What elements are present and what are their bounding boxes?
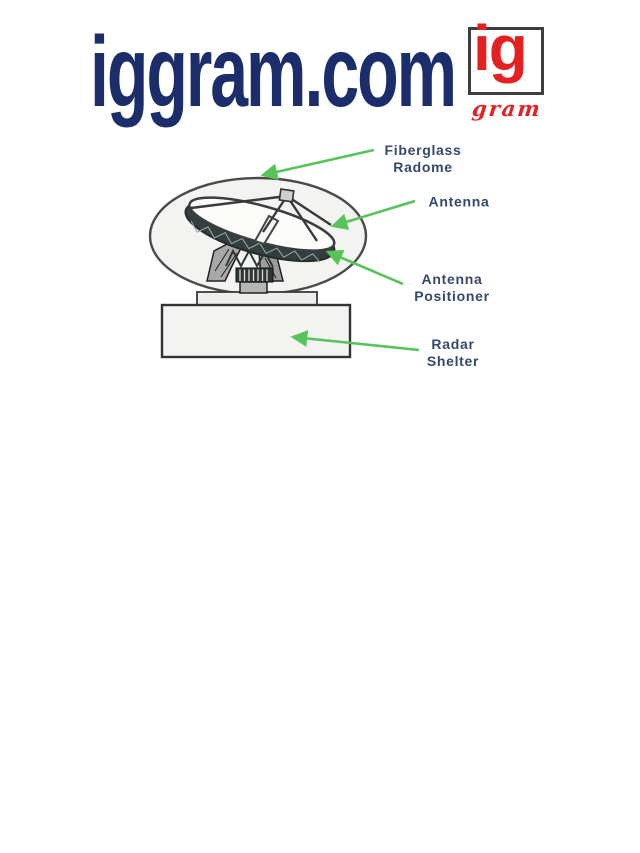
label-line: Fiberglass (384, 142, 462, 158)
site-title: iggram.com (90, 16, 456, 128)
pedestal-neck-shape (197, 292, 317, 305)
label-line: Antenna (428, 193, 490, 210)
label-line: Radar (431, 336, 475, 352)
logo-text: ig (473, 12, 526, 84)
label-line: Antenna (421, 271, 483, 287)
feed-horn (279, 189, 293, 202)
radar-shelter-shape (162, 305, 350, 357)
label-fiberglass-radome (384, 142, 461, 176)
label-line: Positioner (414, 288, 490, 304)
label-antenna-positioner (414, 271, 489, 305)
label-antenna (429, 194, 490, 211)
arrow-fiberglass-radome (263, 150, 374, 175)
label-line: Shelter (426, 353, 480, 369)
logo-script-text: gram (470, 96, 544, 121)
label-radar-shelter (427, 336, 479, 370)
label-line: Radome (393, 159, 453, 175)
